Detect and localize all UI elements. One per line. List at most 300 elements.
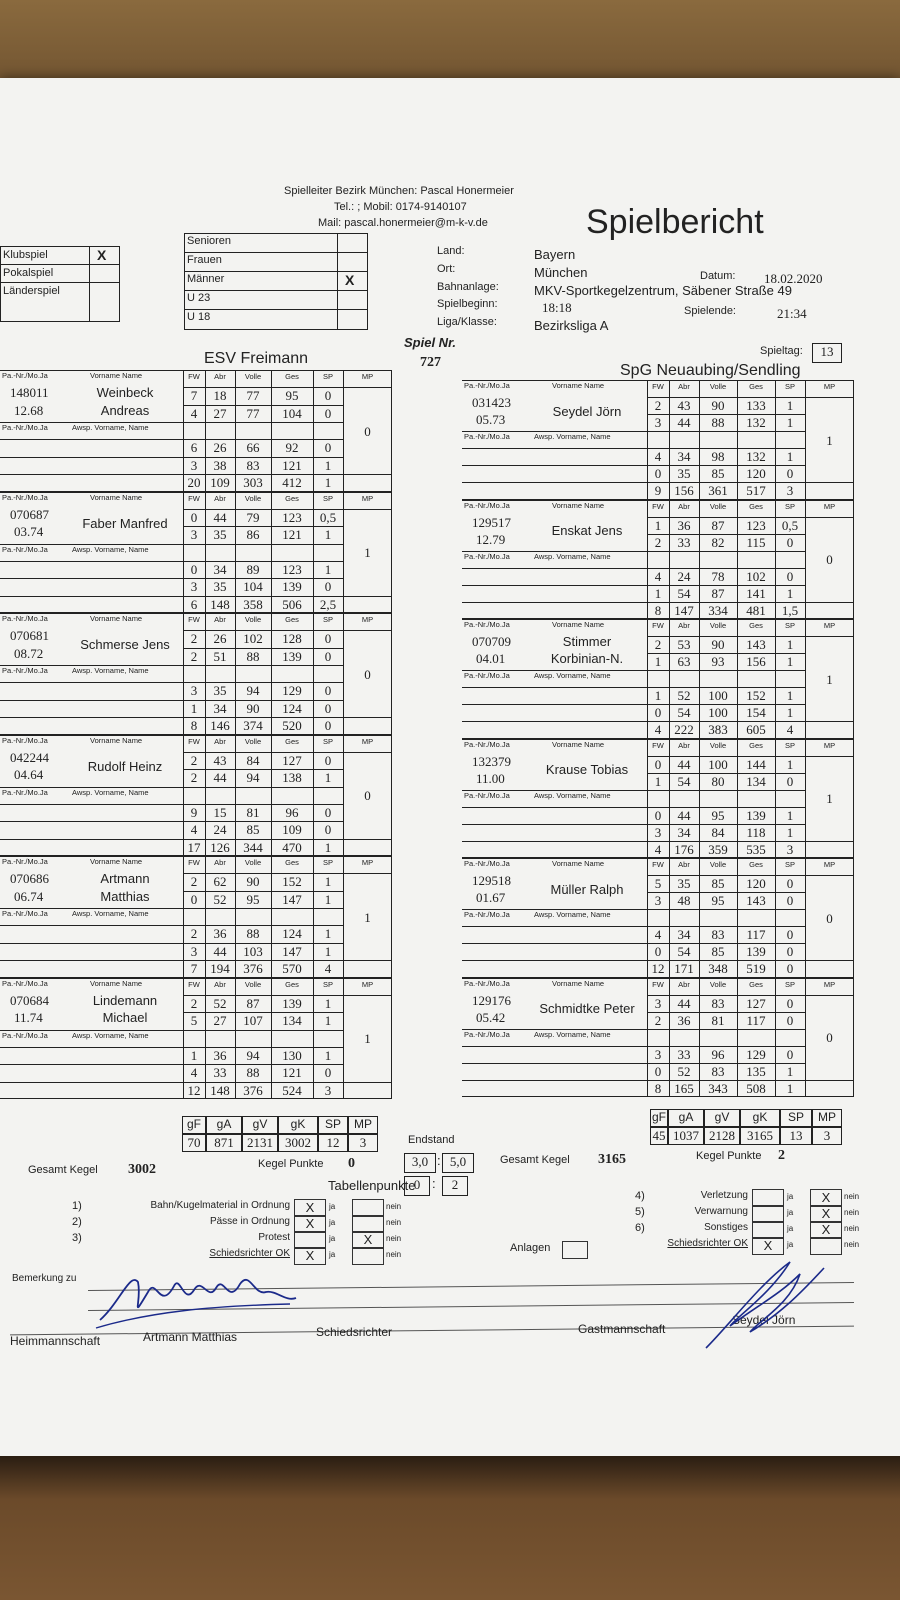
score-cell: 98 (711, 449, 725, 465)
ja-label: ja (787, 1208, 794, 1217)
score-cell: 120 (746, 876, 766, 892)
total-cell: 359 (708, 841, 728, 857)
score-cell: 94 (246, 1047, 260, 1063)
mp-line (343, 630, 392, 631)
table-points-label: Tabellenpunkte (328, 1178, 416, 1193)
mp-header: MP (361, 858, 374, 867)
score-cell: 44 (213, 943, 227, 959)
total-cell: 506 (282, 596, 302, 612)
score-cell: 0,5 (781, 517, 799, 533)
score-cell: 1 (786, 449, 794, 465)
col-header: FW (188, 858, 200, 867)
score-cell: 0 (324, 700, 332, 716)
total-cell: 374 (243, 718, 263, 734)
score-cell: 120 (746, 466, 766, 482)
mp-line (805, 875, 854, 876)
start-label: Spielbeginn: (437, 298, 498, 310)
score-cell: 0 (654, 705, 662, 721)
score-cell: 33 (677, 1046, 691, 1062)
score-cell: 2 (190, 631, 198, 647)
score-cell: 143 (746, 637, 766, 653)
table-points-guest: 2 (442, 1176, 468, 1196)
sum-label: MP (348, 1116, 378, 1134)
mp-line (343, 960, 392, 961)
mp-line (805, 721, 854, 722)
date-label: Datum: (700, 270, 736, 282)
player-block (0, 978, 392, 1100)
score-cell: 79 (246, 509, 260, 525)
sub-pass-label: Pa.-Nr./Mo.Ja (2, 423, 48, 433)
col-header: Volle (244, 615, 262, 624)
score-cell: 138 (282, 770, 302, 786)
sub-pass-label: Pa.-Nr./Mo.Ja (2, 1030, 48, 1040)
col-header: Ges (749, 621, 763, 630)
score-cell: 9 (190, 804, 198, 820)
league-label: Liga/Klasse: (437, 316, 497, 328)
score-cell: 36 (213, 1047, 227, 1063)
mp-line (343, 873, 392, 874)
total-cell: 146 (210, 718, 230, 734)
column-divider (337, 234, 338, 329)
sub-pass-label: Pa.-Nr./Mo.Ja (464, 432, 510, 442)
score-cell: 104 (243, 579, 263, 595)
score-cell: 100 (708, 705, 728, 721)
match-point: 1 (826, 432, 833, 448)
birth-date: 04.01 (476, 651, 506, 667)
score-cell: 154 (746, 705, 766, 721)
score-cell: 1 (786, 705, 794, 721)
score-cell: 24 (677, 568, 691, 584)
check-ja-box[interactable]: X (294, 1215, 326, 1233)
col-header: Volle (244, 858, 262, 867)
table-surface (0, 1456, 900, 1600)
score-cell: 2 (190, 874, 198, 890)
col-header: Abr (678, 740, 690, 750)
total-cell: 376 (243, 1082, 263, 1098)
total-cell: 8 (654, 602, 662, 618)
score-cell: 44 (677, 756, 691, 772)
score-cell: 2 (190, 995, 198, 1011)
score-cell: 5 (654, 876, 662, 892)
score-cell: 48 (677, 893, 691, 909)
game-number: 727 (420, 355, 441, 370)
score-cell: 2 (190, 752, 198, 768)
score-cell: 85 (711, 876, 725, 892)
pass-number: 070681 (10, 628, 49, 644)
sub-name-label: Awsp. Vorname, Name (534, 432, 611, 442)
ja-label: ja (787, 1224, 794, 1233)
score-cell: 92 (285, 440, 299, 456)
score-cell: 85 (711, 466, 725, 482)
score-cell: 84 (246, 752, 260, 768)
city-value: München (534, 265, 588, 280)
score-cell: 35 (677, 466, 691, 482)
total-cell: 6 (190, 596, 198, 612)
player-name: Lindemann (92, 992, 158, 1008)
score-cell: 1 (654, 773, 662, 789)
nein-label: nein (844, 1224, 860, 1233)
mp-line (343, 995, 392, 996)
total-cell: 3 (324, 1082, 332, 1098)
grid-line (0, 457, 183, 458)
score-cell: 87 (246, 995, 260, 1011)
city-label: Ort: (437, 263, 456, 275)
check-nein-box[interactable] (352, 1247, 384, 1265)
check-label: Protest (258, 1232, 290, 1243)
grid-line (0, 943, 183, 944)
score-cell: 3 (190, 943, 198, 959)
ja-label: ja (787, 1240, 794, 1249)
player-block (0, 492, 392, 614)
sub-name-label: Awsp. Vorname, Name (72, 787, 149, 797)
pass-label: Pa.-Nr./Mo.Ja (2, 371, 48, 380)
home-sum-table (182, 1116, 399, 1156)
game-type-label: Klubspiel (3, 249, 48, 261)
total-cell: 12 (187, 1082, 201, 1098)
player-name: Stimmer (562, 634, 612, 650)
total-cell: 9 (654, 483, 662, 499)
check-label: Schiedsrichter OK (667, 1238, 748, 1249)
score-cell: 123 (282, 561, 302, 577)
col-header: Volle (709, 382, 727, 391)
col-header: Abr (214, 858, 226, 867)
match-point: 1 (364, 545, 371, 561)
score-cell: 1 (324, 891, 332, 907)
total-cell: 194 (210, 961, 230, 977)
total-cell: 0 (324, 718, 332, 734)
match-point: 0 (826, 552, 833, 568)
col-header: Volle (244, 372, 262, 381)
score-cell: 123 (746, 517, 766, 533)
score-cell: 2 (190, 926, 198, 942)
score-cell: 43 (213, 752, 227, 768)
score-cell: 2 (654, 1012, 662, 1028)
score-cell: 1 (324, 874, 332, 890)
col-header: Abr (214, 372, 226, 381)
score-cell: 4 (654, 927, 662, 943)
score-cell: 0 (324, 1065, 332, 1081)
remarks-label: Bemerkung zu (12, 1273, 77, 1284)
score-cell: 1 (324, 770, 332, 786)
score-cell: 0 (786, 995, 794, 1011)
col-header: Abr (214, 736, 226, 746)
score-cell: 4 (654, 568, 662, 584)
total-cell: 570 (282, 961, 302, 977)
score-cell: 26 (213, 631, 227, 647)
score-cell: 66 (246, 440, 260, 456)
class-mark: X (345, 272, 355, 288)
match-point: 0 (364, 788, 371, 804)
grid-line (462, 482, 647, 483)
sub-name-label: Awsp. Vorname, Name (72, 666, 149, 676)
score-cell: 0 (786, 1046, 794, 1062)
grid-line (462, 465, 647, 466)
score-cell: 1 (324, 1013, 332, 1029)
home-team-signer: Artmann Matthias (143, 1330, 238, 1344)
score-cell: 35 (677, 876, 691, 892)
check-nein-box[interactable]: X (352, 1231, 384, 1249)
grid-line (0, 561, 183, 562)
sum-label: gA (206, 1116, 242, 1134)
score-cell: 130 (282, 1047, 302, 1063)
row-divider (185, 252, 367, 253)
sum-value: 3165 (740, 1127, 780, 1145)
total-cell: 470 (282, 839, 302, 855)
game-type-label: Pokalspiel (3, 267, 54, 279)
attachments-checkbox[interactable] (562, 1241, 588, 1259)
check-nein-box[interactable]: X (810, 1189, 842, 1207)
game-type-mark: X (97, 247, 107, 263)
check-label: Bahn/Kugelmaterial in Ordnung (150, 1200, 290, 1211)
score-cell: 1 (654, 517, 662, 533)
mp-line (805, 960, 854, 961)
check-label: Verwarnung (694, 1206, 748, 1217)
col-header: FW (188, 736, 200, 746)
col-header: SP (784, 621, 795, 630)
score-cell: 1 (786, 756, 794, 772)
score-cell: 90 (711, 637, 725, 653)
pass-label: Pa.-Nr./Mo.Ja (464, 381, 510, 390)
score-cell: 83 (711, 927, 725, 943)
row-line (647, 551, 805, 552)
sub-name-label: Awsp. Vorname, Name (534, 910, 611, 920)
score-cell: 44 (213, 770, 227, 786)
score-cell: 134 (746, 773, 766, 789)
col-header: FW (188, 493, 200, 503)
score-cell: 44 (677, 807, 691, 823)
sub-name-label: Awsp. Vorname, Name (72, 1030, 149, 1040)
total-cell: 148 (210, 596, 230, 612)
name-label: Vorname Name (552, 620, 605, 629)
col-header: Volle (709, 979, 727, 989)
check-nein-box[interactable]: X (810, 1221, 842, 1239)
mp-header: MP (823, 979, 836, 989)
score-cell: 77 (246, 388, 260, 404)
score-cell: 83 (246, 457, 260, 473)
col-header: Abr (678, 979, 690, 989)
score-cell: 147 (282, 891, 302, 907)
score-cell: 81 (711, 1012, 725, 1028)
match-point: 0 (364, 666, 371, 682)
nein-label: nein (386, 1218, 402, 1227)
score-cell: 36 (677, 517, 691, 533)
col-header: Ges (749, 979, 763, 989)
score-cell: 83 (711, 995, 725, 1011)
sum-label: SP (780, 1109, 812, 1127)
score-cell: 3 (654, 995, 662, 1011)
match-point: 1 (364, 909, 371, 925)
sub-name-label: Awsp. Vorname, Name (534, 1029, 611, 1039)
grid-line (0, 439, 183, 440)
sub-pass-label: Pa.-Nr./Mo.Ja (2, 544, 48, 554)
score-cell: 52 (213, 995, 227, 1011)
score-cell: 34 (213, 700, 227, 716)
total-cell: 147 (674, 602, 694, 618)
pin-points-guest: 2 (778, 1148, 785, 1163)
score-cell: 156 (746, 654, 766, 670)
guest-team-signer: Seydel Jörn (732, 1313, 796, 1327)
final-guest: 5,0 (442, 1153, 474, 1173)
total-cell: 4 (654, 841, 662, 857)
sum-label: SP (318, 1116, 348, 1134)
score-cell: 18 (213, 388, 227, 404)
player-name: Schmidtke Peter (539, 1001, 635, 1017)
name-label: Vorname Name (90, 857, 143, 866)
mp-header: MP (361, 979, 374, 989)
score-cell: 0 (324, 804, 332, 820)
score-cell: 3 (654, 415, 662, 431)
name-label: Vorname Name (90, 978, 143, 988)
score-cell: 1 (786, 398, 794, 414)
check-number: 5) (635, 1206, 645, 1218)
mp-line (805, 995, 854, 996)
mp-header: MP (823, 740, 836, 750)
score-cell: 0 (654, 756, 662, 772)
matchday-label: Spieltag: (760, 345, 803, 357)
guest-sum-table (650, 1109, 853, 1145)
score-cell: 121 (282, 1065, 302, 1081)
ja-label: ja (329, 1234, 336, 1243)
match-point: 1 (364, 1031, 371, 1047)
check-label: Verletzung (700, 1190, 748, 1201)
score-cell: 1 (654, 688, 662, 704)
grid-line (0, 960, 183, 961)
grid-line (462, 721, 647, 722)
guest-team-name: SpG Neuaubing/Sendling (620, 362, 801, 379)
score-cell: 115 (746, 534, 766, 550)
score-cell: 95 (246, 891, 260, 907)
check-ja-box[interactable]: X (752, 1237, 784, 1255)
sub-pass-label: Pa.-Nr./Mo.Ja (464, 671, 510, 681)
total-cell: 303 (243, 475, 263, 491)
grid-line (462, 926, 647, 927)
end-label: Spielende: (684, 305, 736, 317)
score-cell: 124 (282, 700, 302, 716)
score-cell: 33 (677, 534, 691, 550)
col-header: FW (188, 372, 200, 381)
total-cell: 508 (746, 1080, 766, 1096)
mp-header: MP (823, 860, 836, 869)
sum-value: 3002 (278, 1134, 318, 1152)
col-header: SP (322, 372, 333, 381)
score-cell: 127 (282, 752, 302, 768)
pass-label: Pa.-Nr./Mo.Ja (464, 500, 510, 510)
check-label: Sonstiges (704, 1222, 748, 1233)
col-header: Ges (285, 979, 299, 989)
check-nein-box[interactable] (810, 1237, 842, 1255)
score-cell: 95 (711, 893, 725, 909)
score-cell: 54 (677, 705, 691, 721)
check-ja-box[interactable]: X (294, 1247, 326, 1265)
score-cell: 0 (786, 927, 794, 943)
player-block (462, 858, 854, 978)
total-pins-home: 3002 (128, 1162, 156, 1177)
class-box (184, 233, 368, 330)
sum-label: gA (668, 1109, 704, 1127)
row-line (183, 422, 343, 423)
score-cell: 95 (285, 388, 299, 404)
sum-value: 45 (650, 1127, 668, 1145)
grid-line (462, 602, 647, 603)
sub-pass-label: Pa.-Nr./Mo.Ja (2, 909, 48, 919)
score-cell: 93 (711, 654, 725, 670)
total-cell: 12 (651, 961, 665, 977)
player-block (0, 370, 392, 492)
total-cell: 171 (674, 961, 694, 977)
total-pins-guest: 3165 (598, 1152, 626, 1167)
score-cell: 128 (282, 631, 302, 647)
pin-points-home: 0 (348, 1156, 355, 1171)
score-cell: 147 (282, 943, 302, 959)
score-cell: 54 (677, 773, 691, 789)
ja-label: ja (329, 1250, 336, 1259)
score-cell: 0 (786, 1012, 794, 1028)
sum-label: gV (704, 1109, 740, 1127)
mp-header: MP (361, 615, 374, 624)
score-cell: 52 (677, 688, 691, 704)
score-cell: 1 (190, 700, 198, 716)
col-header: FW (652, 621, 664, 630)
score-cell: 3 (190, 683, 198, 699)
col-header: SP (784, 382, 795, 391)
score-cell: 27 (213, 405, 227, 421)
col-header: Ges (285, 493, 299, 503)
score-cell: 0 (324, 631, 332, 647)
nein-label: nein (386, 1250, 402, 1259)
home-team-signature-label: Heimmannschaft (10, 1334, 101, 1348)
pin-points-home-label: Kegel Punkte (258, 1158, 324, 1170)
nein-label: nein (844, 1240, 860, 1249)
score-cell: 96 (711, 1046, 725, 1062)
row-line (183, 1030, 343, 1031)
check-nein-box[interactable]: X (810, 1205, 842, 1223)
sub-pass-label: Pa.-Nr./Mo.Ja (464, 1029, 510, 1039)
total-cell: 524 (282, 1082, 302, 1098)
score-cell: 95 (711, 807, 725, 823)
score-cell: 34 (213, 561, 227, 577)
name-label: Vorname Name (90, 614, 143, 623)
score-cell: 141 (746, 585, 766, 601)
grid-line (0, 839, 183, 840)
total-cell: 126 (210, 839, 230, 855)
total-cell: 176 (674, 841, 694, 857)
total-pins-home-label: Gesamt Kegel (28, 1164, 98, 1176)
grid-line (462, 1080, 647, 1081)
sub-name-label: Awsp. Vorname, Name (534, 671, 611, 681)
sub-name-label: Awsp. Vorname, Name (72, 544, 149, 554)
nein-label: nein (386, 1234, 402, 1243)
player-name: Müller Ralph (550, 881, 624, 897)
col-header: Volle (244, 736, 262, 746)
check-ja-box[interactable]: X (294, 1199, 326, 1217)
score-cell: 44 (213, 509, 227, 525)
ja-label: ja (329, 1202, 336, 1211)
sub-pass-label: Pa.-Nr./Mo.Ja (2, 787, 48, 797)
mp-line (343, 596, 392, 597)
col-header: FW (652, 860, 664, 869)
score-cell: 89 (246, 561, 260, 577)
birth-date: 04.64 (14, 767, 44, 783)
row-divider (185, 290, 367, 291)
grid-line (0, 804, 183, 805)
name-label: Vorname Name (90, 371, 143, 380)
name-label: Vorname Name (552, 978, 605, 988)
pass-label: Pa.-Nr./Mo.Ja (464, 978, 510, 988)
row-line (647, 431, 805, 432)
grid-line (462, 807, 647, 808)
birth-date: 05.42 (476, 1009, 506, 1025)
row-line (647, 670, 805, 671)
